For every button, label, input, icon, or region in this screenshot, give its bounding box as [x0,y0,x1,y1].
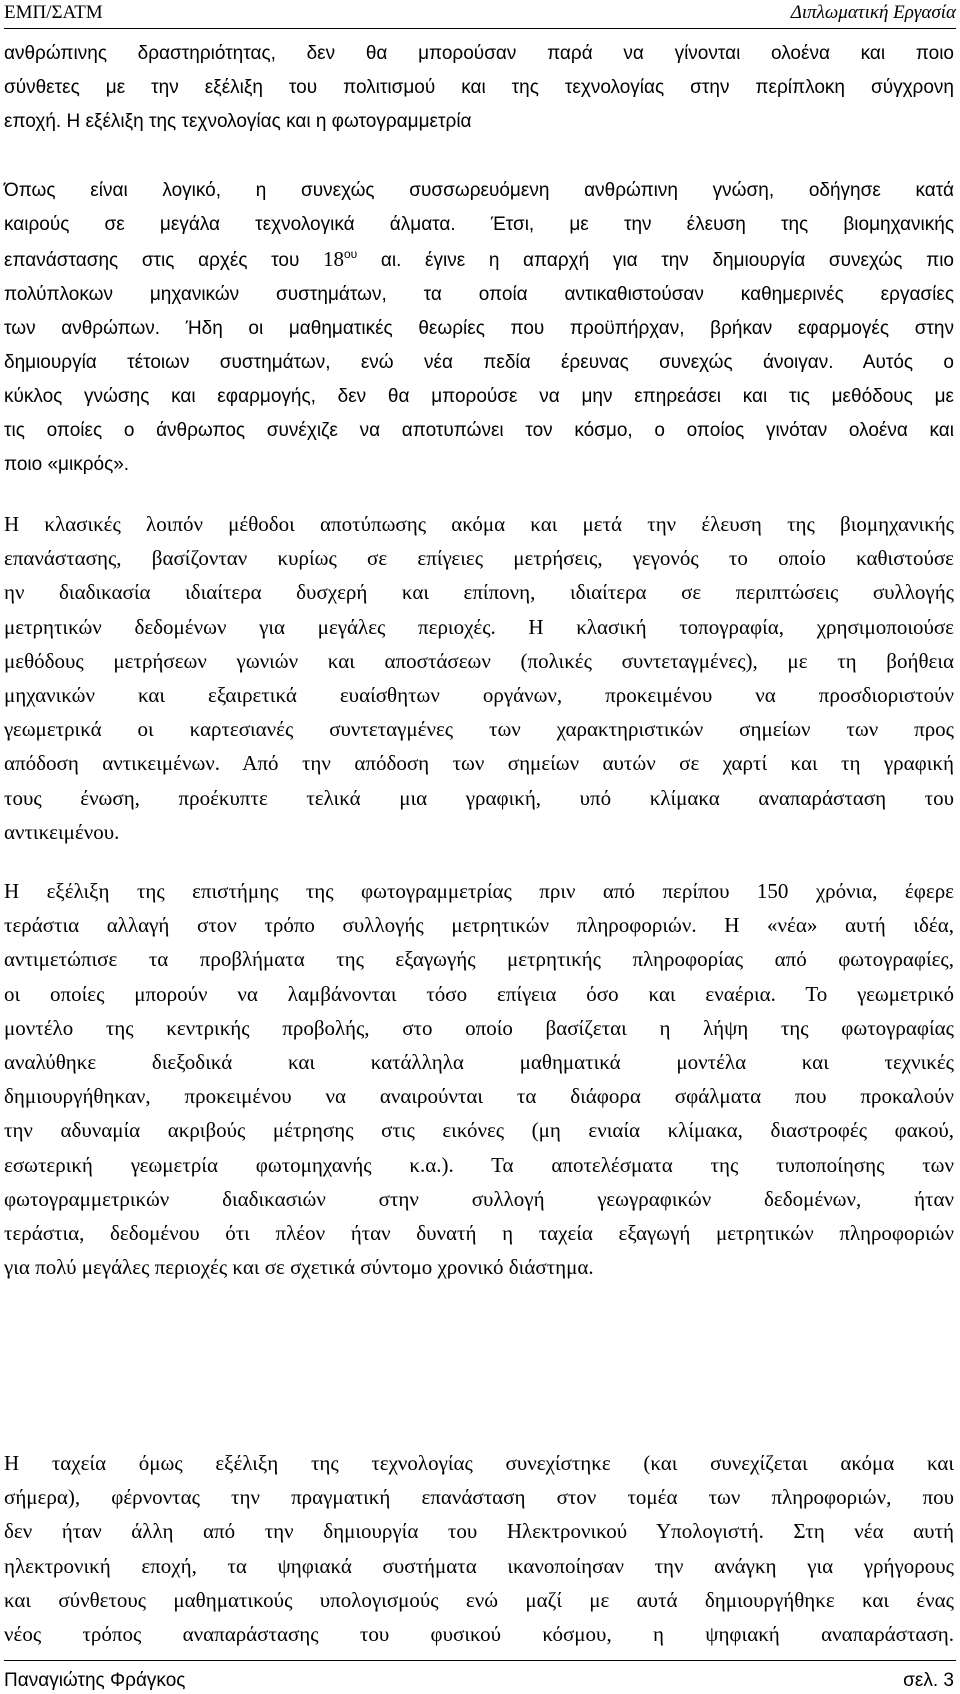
text-line: σήμερα), φέρνοντας την πραγματική επανάσταση στον τομέα των πληροφοριών, που [4,1485,954,1510]
header-institution: ΕΜΠ/ΣΑΤΜ [4,2,103,23]
text-line: και σύνθετους μαθηματικούς υπολογισμούς ενώ μαζί με αυτά δημιουργήθηκε και ένας [4,1587,954,1612]
header-rule [4,28,956,29]
text-line: μεθόδους μετρήσεων γωνιών και αποστάσεων (πολικές συντεταγμένες), με τη βοήθεια [4,648,954,673]
page-header [0,0,960,30]
text-line: πολύπλοκων μηχανικών συστημάτων, τα οποία αντικαθιστούσαν καθημερινές εργασίες [4,284,954,305]
text-line: τεράστια, δεδομένου ότι πλέον ήταν δυνατή η ταχεία εξαγωγή μετρητικών πληροφοριών [4,1221,954,1246]
page-footer [0,1660,960,1694]
text-line: τους ένωση, προέκυπτε τελικά μια γραφική, υπό κλίμακα αναπαράσταση του [4,785,954,810]
text-line: Η εξέλιξη της επιστήμης της φωτογραμμετρίας πριν από περίπου 150 χρόνια, έφερε [4,879,954,903]
century-suffix: ου [343,247,358,261]
text-line: κύκλος γνώσης και εφαρμογής, δεν θα μπορούσε να μην επηρεάσει και τις μεθόδους με [4,386,954,407]
paragraph-intro [4,37,954,139]
text-line: ποιο «μικρός». [4,454,130,475]
text-line [4,242,954,278]
text-line: την αδυναμία ακριβούς μέτρησης στις εικόνες (μη ενιαία κλίμακα, διαστροφές φακού, [4,1118,954,1143]
text-run: επανάστασης στις αρχές του [4,250,323,271]
text-line: δημιουργία τέτοιων συστημάτων, ενώ νέα πεδία έρευνας συνεχώς άνοιγαν. Αυτός ο [4,352,954,373]
footer-author: Παναγιώτης Φράγκος [4,1670,186,1691]
text-line: τις οποίες ο άνθρωπος συνέχιζε να αποτυπώνει τον κόσμο, ο οποίος γινόταν ολοένα και [4,420,954,441]
paragraph-classical-methods [4,507,954,849]
paragraph-industrial-revolution [4,174,954,482]
text-line: ηλεκτρονική εποχή, τα ψηφιακά συστήματα ικανοποίησαν την ανάγκη για γρήγορους [4,1553,954,1578]
text-line: τεράστια αλλαγή στον τρόπο συλλογής μετρητικών πληροφοριών. Η «νέα» αυτή ιδέα, [4,913,954,938]
text-line: Η ταχεία όμως εξέλιξη της τεχνολογίας συνεχίστηκε (και συνεχίζεται ακόμα και [4,1451,954,1475]
text-line: μοντέλο της κεντρικής προβολής, στο οποίο βασίζεται η λήψη της φωτογραφίας [4,1015,954,1040]
text-line: καιρούς σε μεγάλα τεχνολογικά άλματα. Έτσι, με την έλευση της βιομηχανικής [4,214,954,235]
text-line: για πολύ μεγάλες περιοχές και σε σχετικά σύντομο χρονικό διάστημα. [4,1255,594,1280]
footer-page-number: σελ. 3 [903,1670,954,1691]
paragraph-computer-era [4,1446,954,1651]
text-line: μηχανικών και εξαιρετικά ευαίσθητων οργάνων, προκειμένου να προσδιοριστούν [4,683,954,708]
header-document-type: Διπλωματική Εργασία [790,2,956,23]
text-line: οι οποίες μπορούν να λαμβάνονται τόσο επίγεια όσο και εναέρια. Το γεωμετρικό [4,981,954,1006]
text-line: ην διαδικασία ιδιαίτερα δυσχερή και επίπονη, ιδιαίτερα σε περιπτώσεις συλλογής [4,580,954,605]
text-line: νέος τρόπος αναπαράστασης του φυσικού κόσμου, η ψηφιακή αναπαράσταση. [4,1622,954,1647]
text-line: Η κλασικές λοιπόν μέθοδοι αποτύπωσης ακόμα και μετά την έλευση της βιομηχανικής [4,512,954,536]
text-line: Όπως είναι λογικό, η συνεχώς συσσωρευόμενη ανθρώπινη γνώση, οδήγησε κατά [4,180,954,201]
text-line: εσωτερική γεωμετρία φωτομηχανής κ.α.). Τα αποτελέσματα της τυποποίησης των [4,1152,954,1177]
text-line: αντικειμένου. [4,819,120,844]
footer-rule [4,1660,956,1661]
text-run: αι. έγινε η απαρχή για την δημιουργία συνεχώς πιο [357,250,954,271]
century-number: 18 [322,247,344,271]
text-line: σύνθετες με την εξέλιξη του πολιτισμού και της τεχνολογίας στην περίπλοκη σύγχρονη [4,77,954,98]
text-line: απόδοση αντικειμένων. Από την απόδοση των σημείων αυτών σε χαρτί και τη γραφική [4,751,954,776]
text-line: εποχή. Η εξέλιξη της τεχνολογίας και η φωτογραμμετρία [4,111,472,132]
text-line: επανάστασης, βασίζονταν κυρίως σε επίγειες μετρήσεις, γεγονός το οποίο καθιστούσε [4,546,954,571]
text-line: αναλύθηκε διεξοδικά και κατάλληλα μαθηματικά μοντέλα και τεχνικές [4,1050,954,1075]
text-line: μετρητικών δεδομένων για μεγάλες περιοχές. Η κλασική τοπογραφία, χρησιμοποιούσε [4,614,954,639]
paragraph-photogrammetry [4,874,954,1284]
text-line: γεωμετρικά οι καρτεσιανές συντεταγμένες των χαρακτηριστικών σημείων των προς [4,717,954,742]
text-line: ανθρώπινης δραστηριότητας, δεν θα μπορούσαν παρά να γίνονται ολοένα και ποιο [4,43,954,64]
text-line: φωτογραμμετρικών διαδικασιών στην συλλογή γεωγραφικών δεδομένων, ήταν [4,1186,954,1211]
text-line: των ανθρώπων. Ήδη οι μαθηματικές θεωρίες που προϋπήρχαν, βρήκαν εφαρμογές στην [4,318,954,339]
text-line: δημιουργήθηκαν, προκειμένου να αναιρούνται τα διάφορα σφάλματα που προκαλούν [4,1084,954,1109]
text-line: αντιμετώπισε τα προβλήματα της εξαγωγής μετρητικής πληροφορίας από φωτογραφίες, [4,947,954,972]
text-line: δεν ήταν άλλη από την δημιουργία του Ηλεκτρονικού Υπολογιστή. Στη νέα αυτή [4,1519,954,1544]
